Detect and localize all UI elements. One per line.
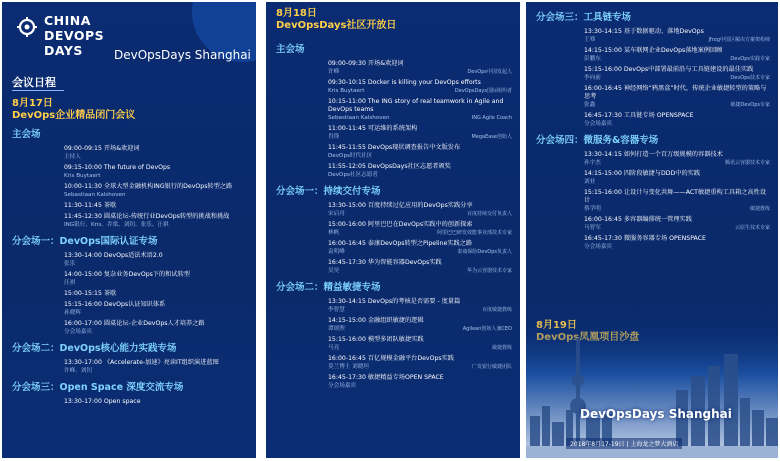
session-item: 13:30-17:00 《Accelerate-加速》亮读IT组织演进蓝图 许峰、刘钊 [64, 359, 219, 374]
session-item: 13:30-14:00 DevOps适法术语2.0 张乐 [64, 252, 163, 267]
session-item: 14:15-15:00 金融组织敏捷的逻辑 谭颂煦 Agilean创始人兼CEO [328, 317, 512, 332]
day-subtitle: DevOps企业精品闭门会议 [12, 110, 136, 121]
agenda-panel-day2-cont-day3 [526, 2, 778, 458]
venue-heading: 分会场四：微服务&容器专场 [536, 135, 659, 146]
session-item: 16:45-17:30 敏捷精益专场OPEN SPACE 分会场嘉宾 [328, 374, 444, 389]
session-item: 09:15-10:00 The future of DevOps Kris Buytaert [64, 164, 171, 179]
session-item: 15:00-16:00 阿里巴巴在DevOps实践中的创新探索 林帆 阿里巴巴研发效能事业部技术专家 [328, 221, 512, 236]
event-title: DevOpsDays Shanghai [114, 48, 251, 62]
day2-agenda [276, 8, 512, 393]
session-item: 11:30-11:45 茶歇 [64, 202, 117, 209]
session-item: 16:00-16:45 多容器编排统一管理实践 马智军 云原生技术专家 [584, 216, 770, 231]
session-item: 15:00-15:15 茶歇 [64, 290, 117, 297]
session-item: 13:30-15:00 百度持续过亿应用的DevOps实践分享 宋启舟 百度持续交付负责人 [328, 202, 512, 217]
session-item: 13:30-14:15 DevOps的考核是否需要 - 度量篇 李智慧 百度敏捷教练 [328, 298, 512, 313]
venue-heading: 分会场二：DevOps核心能力实践专场 [12, 343, 177, 354]
session-item: 16:45-17:30 微服务容器专场 OPENSPACE 分会场嘉宾 [584, 235, 706, 250]
session-item: 09:30-10:15 Docker is killing your DevOps efforts Kris Buytaert DevOpsDays国际组织者 [328, 79, 512, 94]
session-item: 13:30-14:15 基于数据驱动、落地DevOps 王骞 Jfrog中国区解决方案架构师 [584, 28, 770, 43]
venue-heading: 分会场一：持续交付专场 [276, 186, 381, 197]
session-item: 16:00-16:45 神经网络“鸦黑盒”时代，传统企业敏捷转型的策略与思考 张鑫 敏捷DevOps专家 [584, 85, 770, 108]
day1-agenda [12, 98, 248, 409]
session-item: 13:30-14:15 如何打造一个百万级规模的容器技术 孙宇杰 腾讯云容器技术专家 [584, 151, 770, 166]
venue-heading: 主会场 [12, 129, 41, 140]
gear-logo-icon [16, 16, 38, 38]
session-item: 09:00-09:30 开场&欢迎词 许峰 DevOps中国发起人 [328, 60, 512, 75]
venue-heading: 分会场二：精益敏捷专场 [276, 282, 381, 293]
heading-underline [12, 90, 64, 91]
session-item: 11:45-12:30 圆桌论坛-传统行业DevOps转型的挑战和挑战 ING银行、Kris、乔梁、刘钊、张乐、汪祺 [64, 213, 230, 228]
session-item: 14:00-15:00 复杂业务DevOps下的和试转型 汪祺 [64, 271, 190, 286]
session-item: 15:15-16:00 DevOps认证知识体系 孙晓辉 [64, 301, 166, 316]
session-item: 16:45-17:30 华为智能容器DevOps实践 吴昊 华为云容器技术专家 [328, 259, 512, 274]
session-item: 14:15-15:00 某车联网企业DevOps落地案例回顾 彭鹏东 DevOps实践专家 [584, 47, 770, 62]
session-item: 11:00-11:45 可运维的系统架构 肖锋 MegaEase创始人 [328, 125, 512, 140]
session-item: 16:45-17:30 工具链专场 OPENSPACE 分会场嘉宾 [584, 112, 694, 127]
session-item: 11:45-11:55 DevOps现状调查报告中文版发布 DevOps时代社区 [328, 144, 461, 159]
day2-agenda-continued [536, 12, 770, 254]
day-date: 8月18日 [276, 8, 317, 19]
agenda-panel-day2 [266, 2, 520, 458]
day-date: 8月17日 [12, 98, 53, 109]
session-item: 15:15-16:00 DevOps中部署最前沿与工具链建设的最佳实践 李向前 DevOps技术专家 [584, 66, 770, 81]
schedule-heading: 会议日程 [12, 76, 56, 89]
agenda-panel-day1 [2, 2, 256, 458]
session-item: 09:00-09:15 开场&欢迎词 主持人 [64, 145, 140, 160]
session-item: 14:15-15:00 四阶段敏捷与DDD中的实践 刘业 [584, 170, 701, 185]
venue-heading: 分会场一：DevOps国际认证专场 [12, 236, 158, 247]
session-item: 15:15-16:00 让设计与变化共舞——ACT敏捷重构工具箱之高性设计 蔡学明 敏捷教练 [584, 189, 770, 212]
shanghai-skyline-image [526, 318, 778, 458]
session-item: 10:00-11:30 全球大型金融机构ING银行的DevOps转型之路 Sebastiaan Kalshoven [64, 183, 233, 198]
logo-text-line: DAYS [44, 43, 83, 58]
bottom-event-title: DevOpsDays Shanghai [580, 407, 732, 421]
session-item: 15:15-16:00 模型多团队敏捷实践 马亮 敏捷教练 [328, 336, 512, 351]
day-subtitle: DevOpsDays社区开放日 [276, 20, 397, 31]
session-item: 11:55-12:05 DevOpsDays社区志愿者颁奖 DevOps社区志愿者 [328, 163, 451, 178]
logo-text-line: DEVOPS [44, 28, 105, 43]
venue-heading: 分会场三：工具链专场 [536, 12, 632, 23]
session-item: 16:00-16:45 百亿规模金融平台DevOps实践 莫兰博士 刘晓坦 广发银行敏捷团队 [328, 355, 512, 370]
venue-heading: 分会场三：Open Space 深度交流专场 [12, 382, 184, 393]
session-item: 10:15-11:00 The ING story of real teamwork in Agile and DevOps teams Sebastiaan Kalshoven ING Agile Coach [328, 98, 512, 121]
session-item: 16:00-17:00 圆桌论坛-企业DevOps人才培养之路 分会场嘉宾 [64, 320, 205, 335]
logo-text-line: CHINA [44, 13, 91, 28]
session-item: 16:00-16:45 泰康DevOps转型之Pipeline实践之路 袁明峰 泰康保险DevOps负责人 [328, 240, 512, 255]
venue-heading: 主会场 [276, 44, 305, 55]
session-item: 13:30-17:00 Open space [64, 398, 141, 405]
bottom-event-date-venue: 2018年8月17-19日 | 上海龙之梦大酒店 [566, 438, 682, 449]
